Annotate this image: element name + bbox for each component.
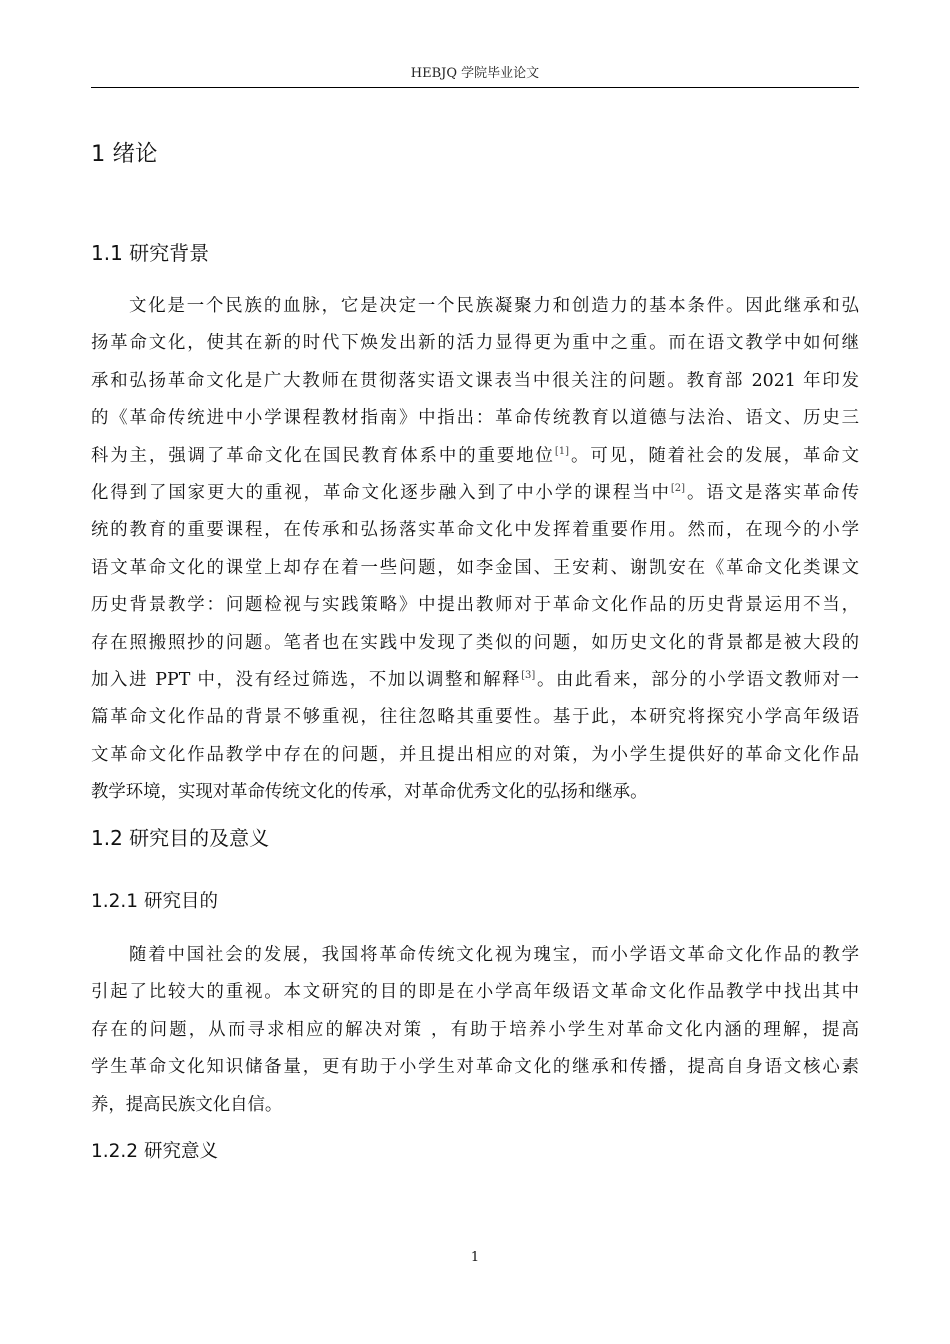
citation-ref: [1]	[554, 445, 570, 457]
text-segment: 。语文是落实革命传	[685, 482, 859, 503]
section-title-1-2: 1.2 研究目的及意义	[91, 826, 270, 850]
text-segment: 加入进 PPT 中，没有经过筛选，不加以调整和解释	[91, 669, 522, 690]
text-line: 学生革命文化知识储备量，更有助于小学生对革命文化的继承和传播，提高自身语文核心素	[91, 1057, 859, 1078]
chapter-title: 1 绪论	[91, 141, 158, 167]
paragraph-research-purpose	[91, 937, 859, 1124]
citation-ref: [3]	[521, 669, 536, 681]
text-line: 教学环境，实现对革命传统文化的传承，对革命优秀文化的弘扬和继承。	[91, 782, 648, 803]
text-line: 承和弘扬革命文化是广大教师在贯彻落实语文课表当中很关注的问题。教育部 2021 年印发	[91, 370, 859, 391]
text-line: 篇革命文化作品的背景不够重视，往往忽略其重要性。基于此，本研究将探究小学高年级语	[91, 707, 859, 728]
text-segment: 化得到了国家更大的重视，革命文化逐步融入到了中小学的课程当中	[91, 482, 671, 503]
paragraph-research-background	[91, 288, 859, 811]
text-line: 存在的问题，从而寻求相应的解决对策 ，有助于培养小学生对革命文化内涵的理解，提高	[91, 1019, 859, 1040]
text-line: 引起了比较大的重视。本文研究的目的即是在小学高年级语文革命文化作品教学中找出其中	[91, 982, 859, 1003]
text-line: 养，提高民族文化自信。	[91, 1094, 283, 1115]
text-segment: 科为主，强调了革命文化在国民教育体系中的重要地位	[91, 445, 555, 466]
text-line	[91, 662, 859, 699]
running-header: HEBJQ 学院毕业论文	[410, 66, 540, 81]
text-line: 历史背景教学：问题检视与实践策略》中提出教师对于革命文化作品的历史背景运用不当，	[91, 595, 859, 616]
text-line: 扬革命文化，使其在新的时代下焕发出新的活力显得更为重中之重。而在语文教学中如何继	[91, 333, 859, 354]
text-line	[91, 438, 859, 475]
text-line: 文化是一个民族的血脉，它是决定一个民族凝聚力和创造力的基本条件。因此继承和弘	[129, 296, 859, 316]
header-rule	[91, 87, 859, 88]
section-title-1-2-1: 1.2.1 研究目的	[91, 891, 218, 912]
text-line	[91, 475, 859, 512]
section-title-1-2-2: 1.2.2 研究意义	[91, 1141, 218, 1162]
text-line: 的《革命传统进中小学课程教材指南》中指出：革命传统教育以道德与法治、语文、历史三	[91, 408, 859, 429]
page-number: 1	[470, 1250, 480, 1265]
text-line: 存在照搬照抄的问题。笔者也在实践中发现了类似的问题，如历史文化的背景都是被大段的	[91, 632, 859, 653]
citation-ref: [2]	[670, 482, 686, 494]
text-line: 随着中国社会的发展，我国将革命传统文化视为瑰宝，而小学语文革命文化作品的教学	[129, 945, 859, 965]
section-title-1-1: 1.1 研究背景	[91, 241, 210, 265]
text-line: 统的教育的重要课程，在传承和弘扬落实革命文化中发挥着重要作用。然而，在现今的小学	[91, 520, 859, 541]
text-segment: 。可见，随着社会的发展，革命文	[569, 445, 859, 466]
text-line: 语文革命文化的课堂上却存在着一些问题，如李金国、王安莉、谢凯安在《革命文化类课文	[91, 557, 859, 578]
text-line: 文革命文化作品教学中存在的问题，并且提出相应的对策，为小学生提供好的革命文化作品	[91, 744, 859, 765]
text-segment: 。由此看来，部分的小学语文教师对一	[535, 669, 859, 690]
